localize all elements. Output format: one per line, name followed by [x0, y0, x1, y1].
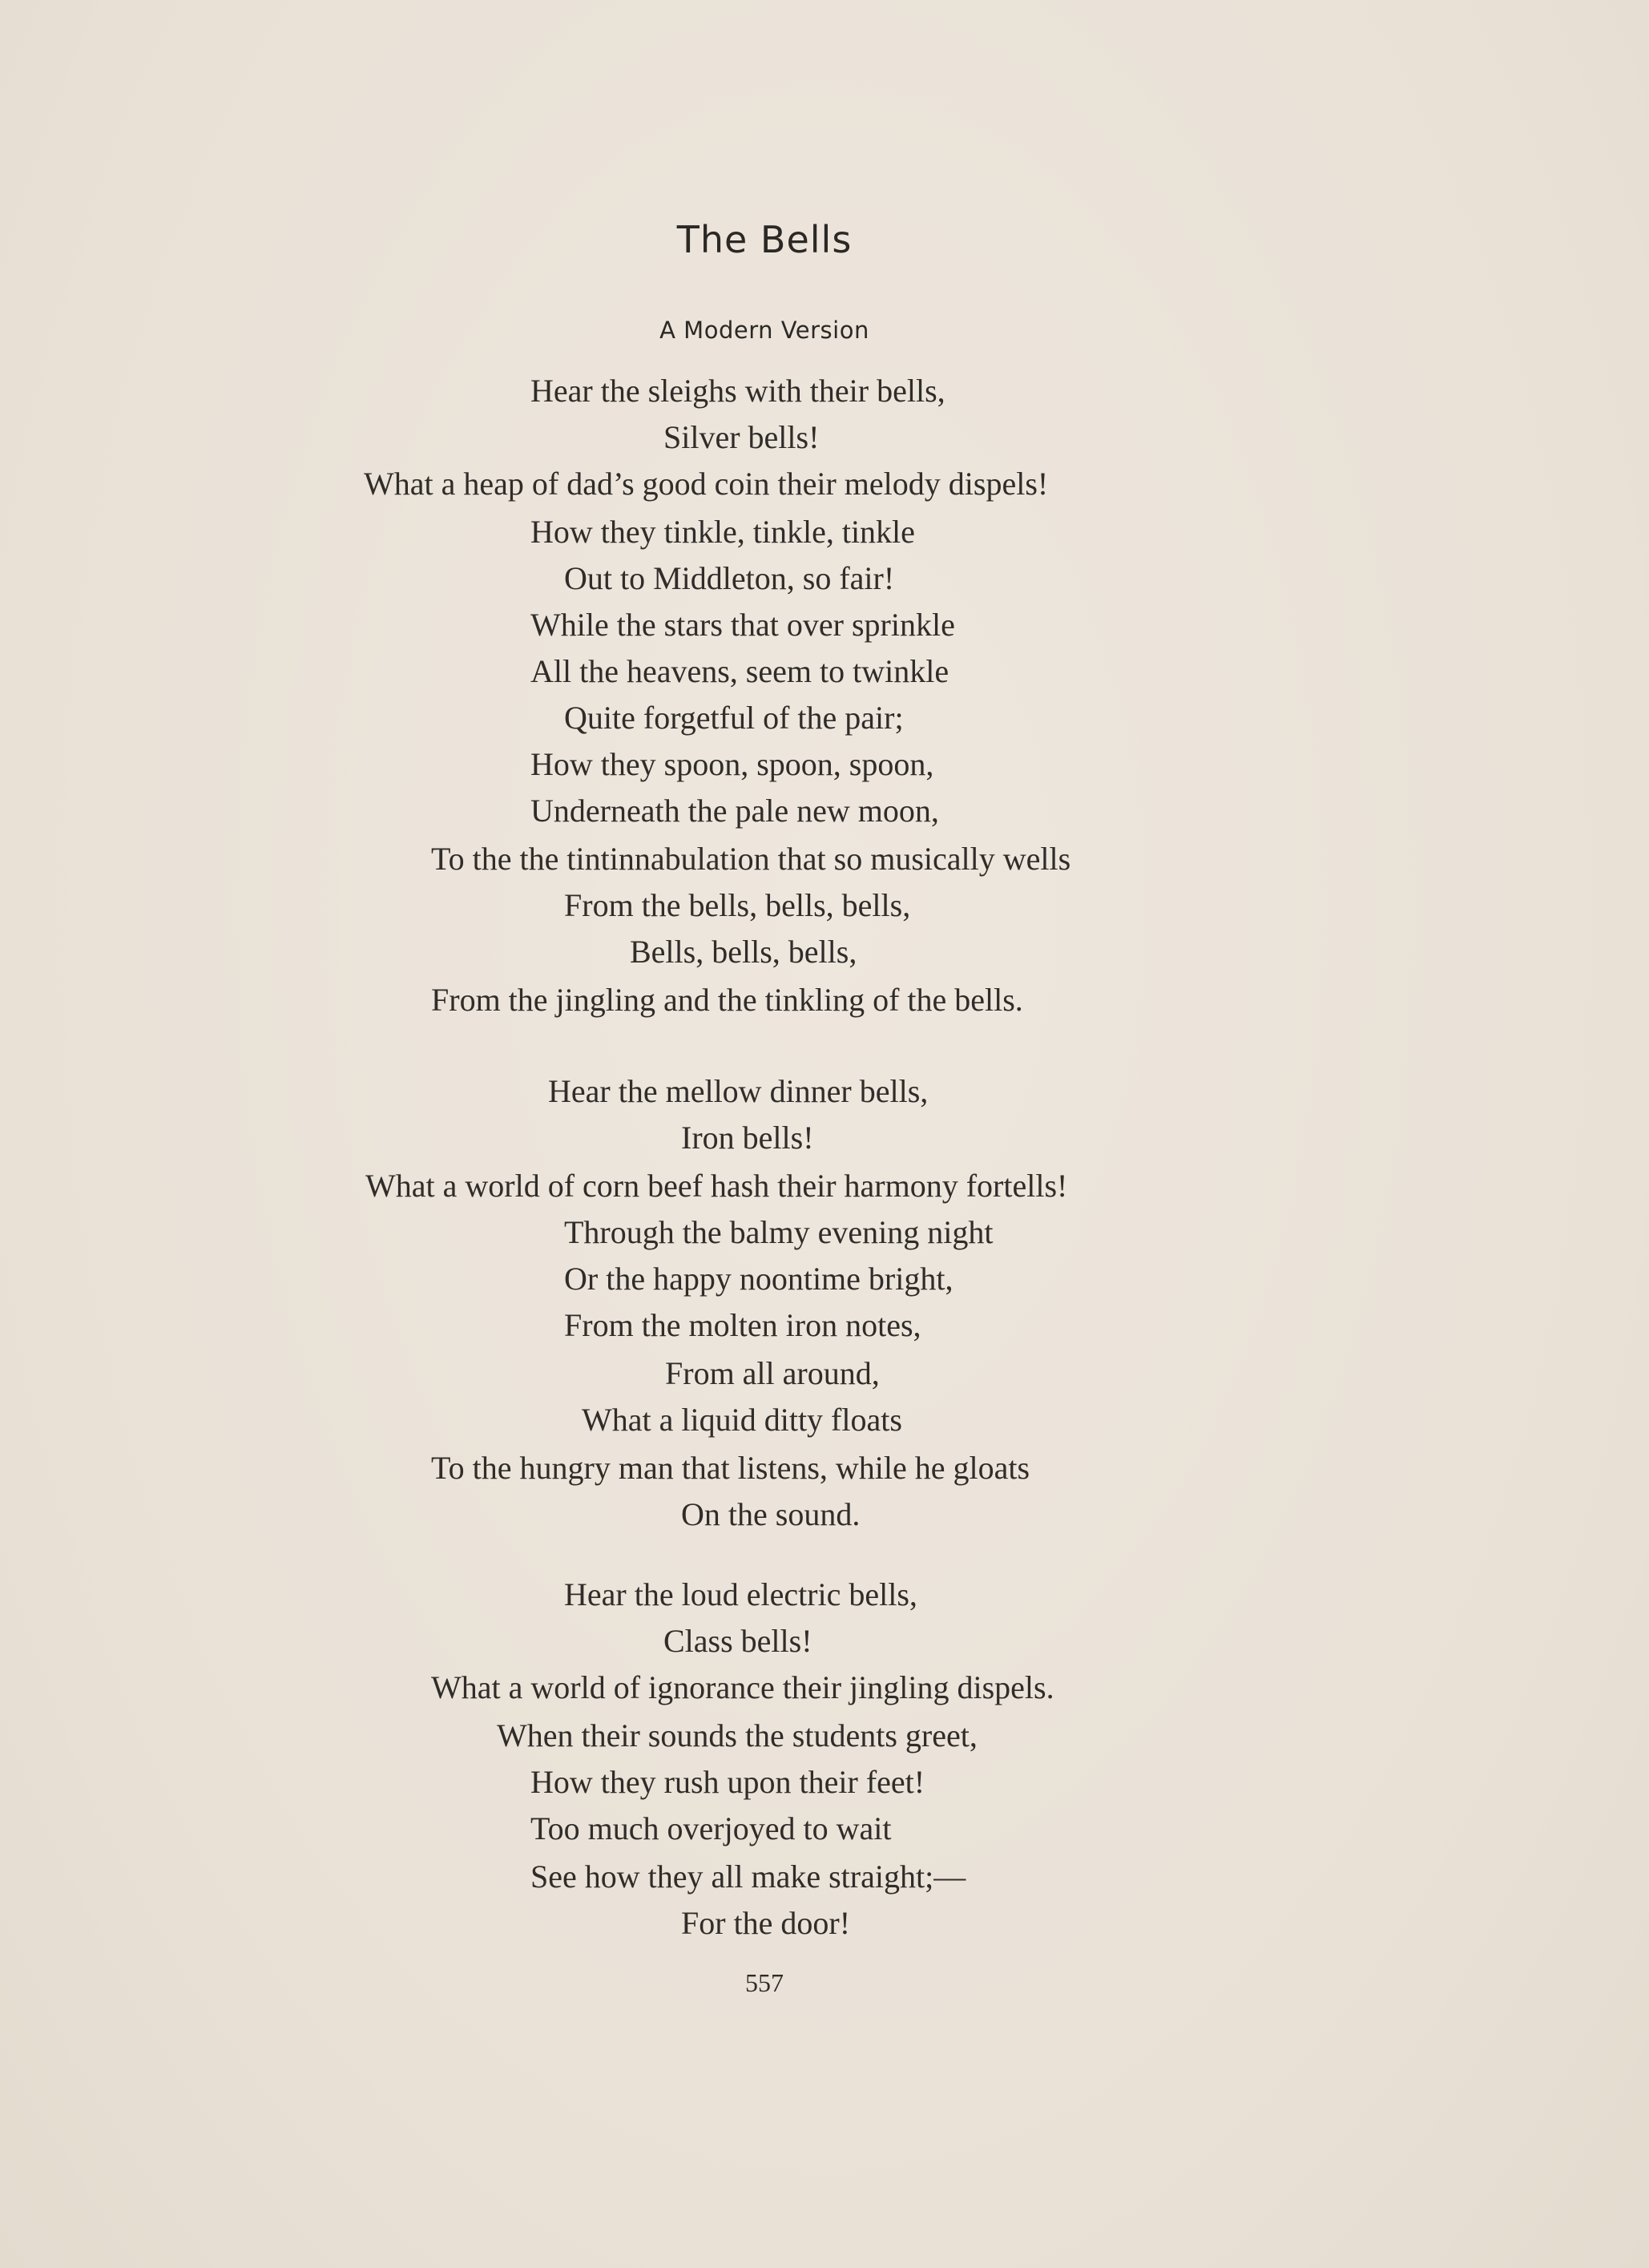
poem-line: From the jingling and the tinkling of the bells.: [431, 982, 1023, 1018]
poem-line: All the heavens, seem to twinkle: [530, 653, 949, 689]
poem-line: To the the tintinnabulation that so musically wells: [431, 841, 1071, 877]
poem-line: Hear the mellow dinner bells,: [548, 1073, 929, 1109]
poem-line: How they spoon, spoon, spoon,: [530, 746, 934, 782]
poem-line: Through the balmy evening night: [564, 1214, 994, 1250]
poem-line: On the sound.: [681, 1496, 861, 1532]
poem-line: When their sounds the students greet,: [497, 1717, 978, 1753]
poem-line: Bells, bells, bells,: [630, 934, 857, 970]
poem-line: From all around,: [665, 1355, 880, 1391]
poem-line: How they rush upon their feet!: [530, 1764, 925, 1800]
poem-line: What a world of ignorance their jingling dispels.: [431, 1669, 1054, 1705]
poem-line: Iron bells!: [681, 1120, 814, 1156]
poem-line: What a world of corn beef hash their harmony fortells!: [365, 1168, 1068, 1204]
poem-line: Too much overjoyed to wait: [530, 1810, 892, 1846]
poem-line: Quite forgetful of the pair;: [564, 700, 904, 736]
page-number: 557: [745, 1968, 784, 1997]
poem-line: To the hungry man that listens, while he gloats: [431, 1450, 1030, 1486]
poem-line: Hear the sleighs with their bells,: [530, 373, 945, 409]
poem-line: While the stars that over sprinkle: [530, 607, 955, 643]
poem-line: Underneath the pale new moon,: [530, 793, 939, 829]
poem-line: Out to Middleton, so fair!: [564, 560, 895, 596]
poem-line: Or the happy noontime bright,: [564, 1261, 954, 1297]
poem-line: Class bells!: [663, 1623, 812, 1659]
poem-line: Silver bells!: [663, 419, 820, 455]
poem-line: How they tinkle, tinkle, tinkle: [530, 514, 915, 550]
poem-subtitle: A Modern Version: [659, 317, 869, 344]
poem-title: The Bells: [676, 218, 853, 261]
poem-line: From the bells, bells, bells,: [564, 887, 911, 923]
poem-line: Hear the loud electric bells,: [564, 1576, 917, 1612]
poem-line: See how they all make straight;—: [530, 1858, 966, 1895]
poem-line: What a liquid ditty floats: [582, 1402, 902, 1438]
poem-line: For the door!: [681, 1905, 851, 1941]
poem-line: From the molten iron notes,: [564, 1307, 921, 1343]
poem-line: What a heap of dad’s good coin their melody dispels!: [364, 466, 1049, 502]
